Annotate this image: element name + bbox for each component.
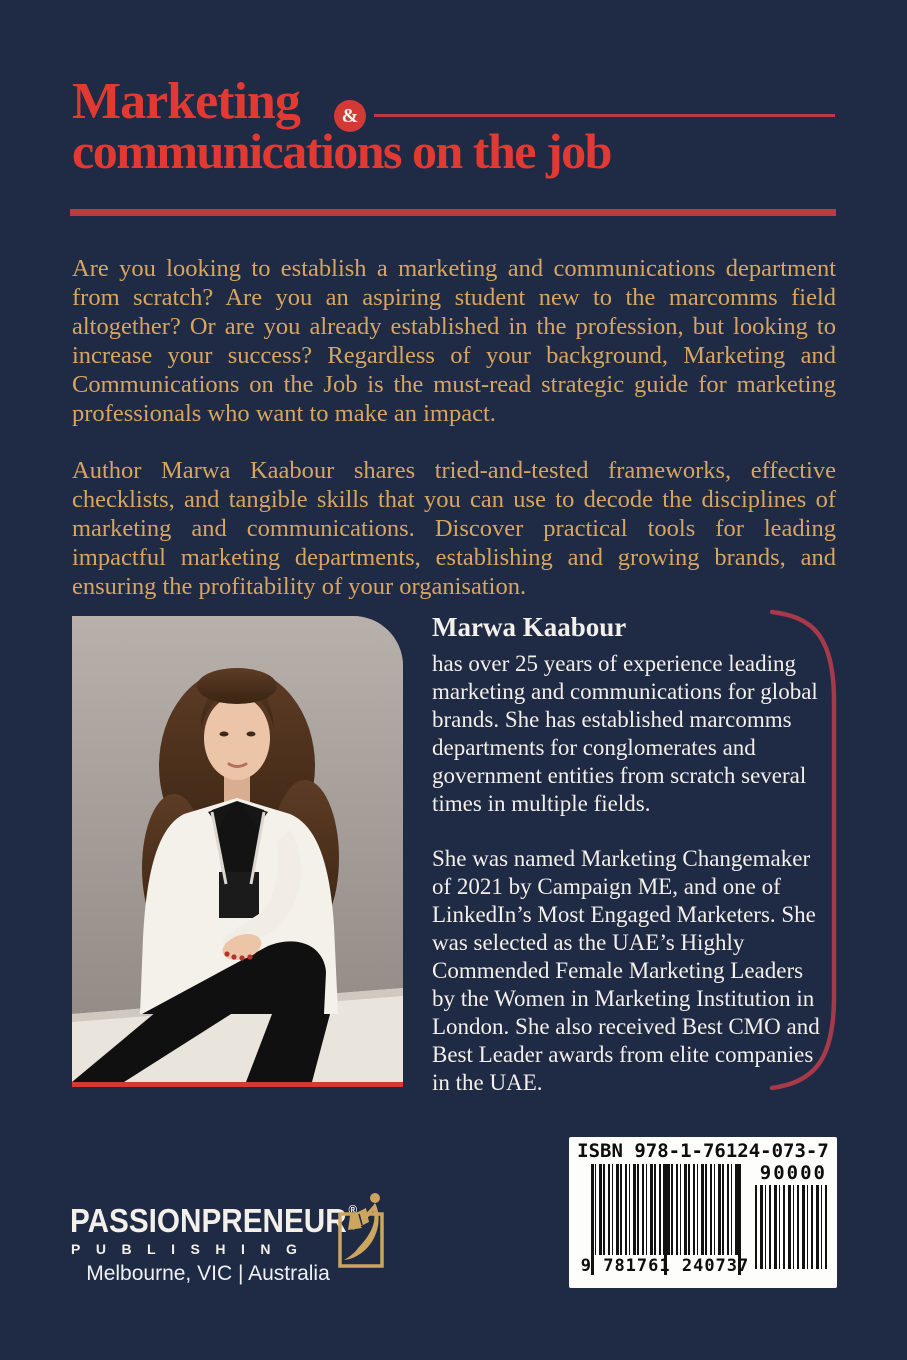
barcode-panel bbox=[569, 1137, 837, 1288]
nail-4 bbox=[247, 954, 252, 959]
intro-paragraph-1: Are you looking to establish a marketing and communications department from scratch? Are you an aspiring student new to the marcomms field altogether? Or are you already established in the profession, but looking to increase your success? Regardless of your background, Marketing and Communications on the Job is the must-read strategic guide for marketing professionals who want to make an impact. bbox=[72, 254, 836, 427]
figure-head bbox=[370, 1193, 380, 1203]
nail-2 bbox=[231, 954, 236, 959]
barcode-price-code: 90000 bbox=[759, 1162, 827, 1184]
publisher-name-text: PASSIONPRENEUR bbox=[70, 1202, 347, 1239]
figure-book bbox=[350, 1208, 369, 1230]
publisher-location: Melbourne, VIC | Australia bbox=[86, 1262, 330, 1285]
hair-top bbox=[197, 668, 277, 704]
author-name: Marwa Kaabour bbox=[432, 612, 627, 642]
registered-mark: ® bbox=[348, 1202, 358, 1217]
title-decorative-line bbox=[374, 114, 835, 117]
nail-1 bbox=[224, 951, 229, 956]
barcode-digits: 9 781761 240737 bbox=[580, 1256, 750, 1276]
bracket-path bbox=[772, 612, 834, 1088]
author-portrait-illustration bbox=[72, 616, 403, 1082]
title-line2: communications on the job bbox=[72, 123, 611, 179]
nail-3 bbox=[239, 955, 244, 960]
ampersand-text: & bbox=[341, 104, 359, 127]
author-bio-paragraph-2: She was named Marketing Changemaker of 2021 by Campaign ME, and one of LinkedIn’s Most Engaged Marketers. She was selected as the UAE’s Highly Commended Female Marketing Leaders by the Women in Marketing Institution in London. She also received Best CMO and Best Leader awards from elite companies in the UAE. bbox=[432, 845, 820, 1095]
isbn-label: ISBN 978-1-76124-073-7 bbox=[577, 1140, 829, 1162]
publisher-name bbox=[70, 1203, 357, 1237]
barcode-supplemental-bars bbox=[755, 1185, 827, 1269]
left-eye bbox=[220, 732, 229, 737]
bio-bracket-decoration bbox=[766, 605, 846, 1095]
title-line1: Marketing bbox=[72, 73, 300, 130]
publisher-logo-icon bbox=[336, 1190, 394, 1270]
author-bio-paragraph-1: has over 25 years of experience leading marketing and communications for global brands. She has established marcomms departments for conglomerates and government entities from scratch several times in multiple fields. bbox=[432, 650, 818, 816]
photo-red-underline bbox=[72, 1082, 403, 1087]
title-divider-rule bbox=[70, 209, 836, 216]
right-eye bbox=[247, 732, 256, 737]
publisher-subtitle: PUBLISHING bbox=[71, 1241, 313, 1257]
author-photo bbox=[72, 616, 403, 1082]
intro-paragraph-2: Author Marwa Kaabour shares tried-and-tested frameworks, effective checklists, and tangible skills that you can use to decode the disciplines of marketing and communications. Discover practical tools for leading impactful marketing departments, establishing and growing brands, and ensuring the profitability of your organisation. bbox=[72, 456, 836, 600]
